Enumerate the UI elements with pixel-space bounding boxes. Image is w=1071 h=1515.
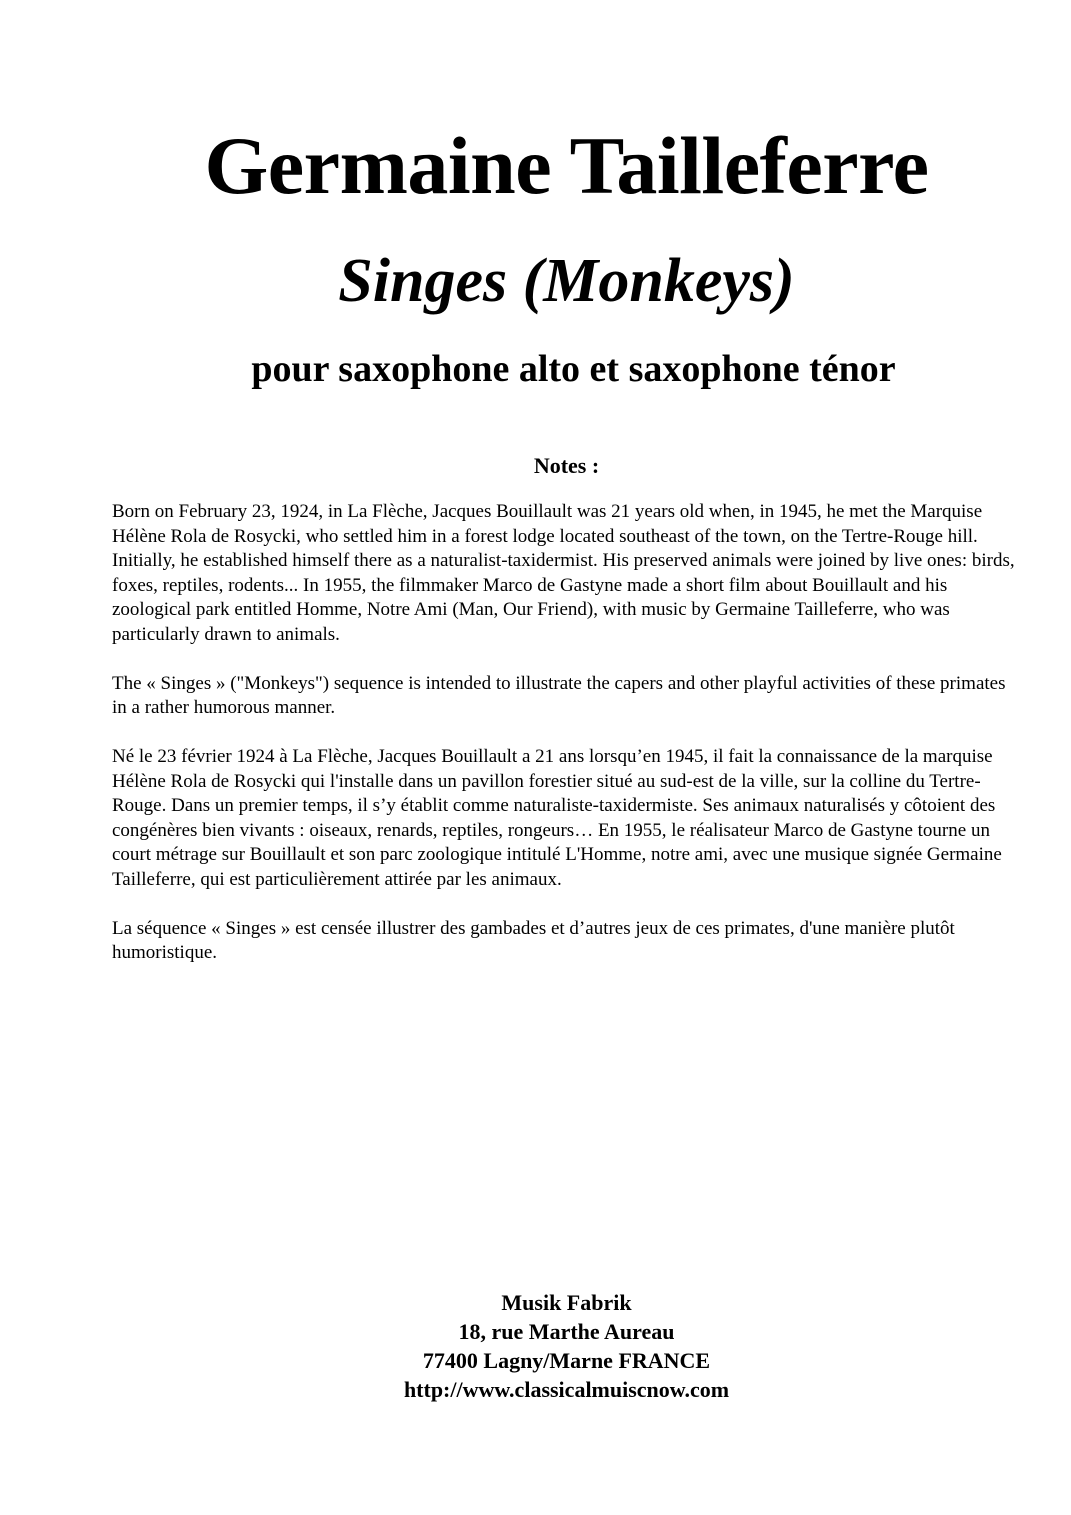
notes-body xyxy=(112,500,1024,990)
work-title: Singes (Monkeys) xyxy=(338,247,795,315)
publisher-name: Musik Fabrik xyxy=(501,1290,632,1315)
publisher-street: 18, rue Marthe Aureau xyxy=(458,1319,675,1344)
composer-name: Germaine Tailleferre xyxy=(204,120,929,211)
instrumentation-subtitle: pour saxophone alto et saxophone ténor xyxy=(251,348,896,390)
notes-paragraph-french-sequence: La séquence « Singes » est censée illustrer des gambades et d’autres jeux de ces primates, d'une manière plutôt humoristique. xyxy=(112,917,955,963)
publisher-city: 77400 Lagny/Marne FRANCE xyxy=(422,1348,711,1373)
notes-paragraph-french-bio: Né le 23 février 1924 à La Flèche, Jacques Bouillault a 21 ans lorsqu’en 1945, il fait la connaissance de la marquise Hélène Rola de Rosycki qui l'installe dans un pavillon forestier situé au sud-est de la ville, sur la colline du Tertre-Rouge. Dans un premier temps, il s’y établit comme naturaliste-taxidermiste. Ses animaux naturalisés y côtoient des congénères bien vivants : oiseaux, renards, reptiles, rongeurs… En 1955, le réalisateur Marco de Gastyne tourne un court métrage sur Bouillault et son parc zoologique intitulé L'Homme, notre ami, avec une musique signée Germaine Tailleferre, qui est particulièrement attirée par les animaux. xyxy=(112,746,1002,890)
notes-paragraph-english-sequence: The « Singes » ("Monkeys") sequence is intended to illustrate the capers and other playful activities of these primates in a rather humorous manner. xyxy=(112,672,1006,718)
publisher-url[interactable]: http://www.classicalmuiscnow.com xyxy=(403,1377,730,1402)
publisher-block xyxy=(0,1288,1071,1404)
notes-paragraph-english-bio: Born on February 23, 1924, in La Flèche, Jacques Bouillault was 21 years old when, in 1945, he met the Marquise Hélène Rola de Rosycki, who settled him in a forest lodge located southeast of the town, on the Tertre-Rouge hill. Initially, he established himself there as a naturalist-taxidermist. His preserved animals were joined by live ones: birds, foxes, reptiles, rodents... In 1955, the filmmaker Marco de Gastyne made a short film about Bouillault and his zoological park entitled Homme, Notre Ami (Man, Our Friend), with music by Germaine Tailleferre, who was particularly drawn to animals. xyxy=(112,501,1015,645)
notes-heading: Notes : xyxy=(533,453,600,478)
